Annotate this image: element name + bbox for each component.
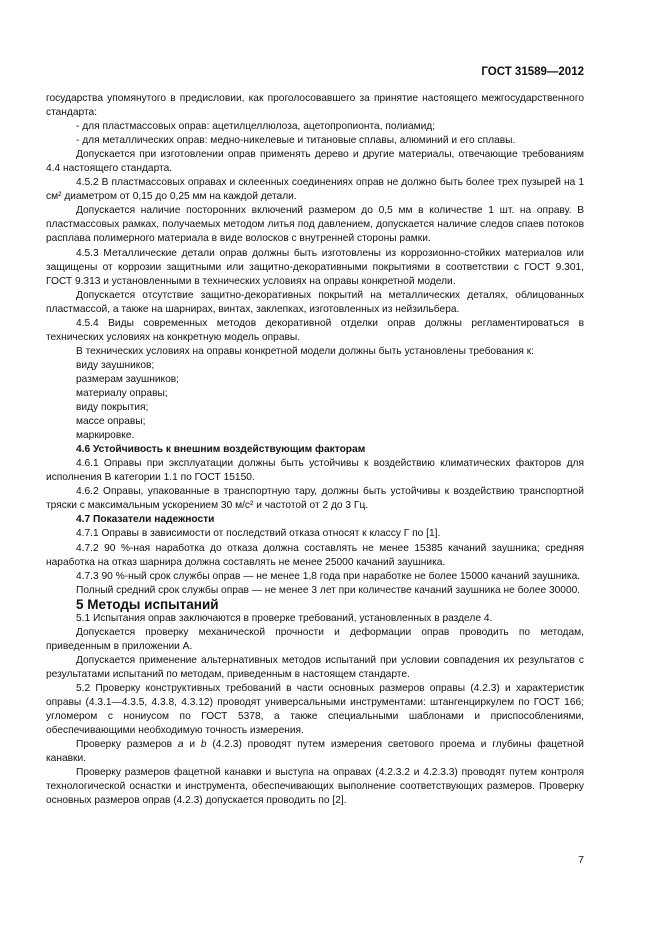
paragraph: Проверку размеров фацетной канавки и выступа на оправах (4.2.3.2 и 4.2.3.3) проводят путем контроля технологической оснастки и инструмента, обеспечивающих выполнение соответствующих размеров. Проверку основных размеров оправ (4.2.3) допускается проводить по [2]. — [46, 767, 584, 807]
section-heading: 5 Методы испытаний — [76, 596, 219, 612]
list-item: виду заушников; — [76, 359, 155, 371]
paragraph: Допускается отсутствие защитно-декоративных покрытий на металлических деталях, облицованных пластмассой, а также на шарнирах, винтах, заклепках, изготовленных из нейзильбера. — [46, 289, 584, 315]
paragraph: Допускается при изготовлении оправ применять дерево и другие материалы, отвечающие требованиям 4.4 настоящего стандарта. — [46, 149, 584, 175]
paragraph: 4.7.3 90 %-ный срок службы оправ — не менее 1,8 года при наработке не более 15000 качаний заушника. — [76, 570, 581, 582]
list-item: маркировке. — [76, 430, 135, 442]
paragraph: 4.6.2 Оправы, упакованные в транспортную тару, должны быть устойчивы к воздействию транспортной тряски с максимальным ускорением 30 м/с² и частотой от 2 до 3 Гц. — [46, 486, 584, 512]
paragraph: Допускается наличие посторонних включений размером до 0,5 мм в количестве 1 шт. на оправу. В пластмассовых рамках, получаемых методом литья под давлением, допускается наличие следов спаев потоков расплава полимерного материала в виде волосков с внутренней стороны рамки. — [46, 205, 584, 245]
paragraph: 4.7.2 90 %-ная наработка до отказа должна составлять не менее 15385 качаний заушника; средняя наработка на отказ шарнира должна составлять не менее 25000 качаний заушника. — [46, 542, 584, 568]
paragraph: 5.2 Проверку конструктивных требований в части основных размеров оправы (4.2.3) и характеристик оправы (4.3.1—4.3.5, 4.3.8, 4.3.12) проводят универсальными инструментами: штангенциркулем по ГОСТ 166; угломером с нониусом по ГОСТ 5378, а также специальными шаблонами и приспособлениями, обеспечивающими необходимую точность измерения. — [46, 682, 584, 737]
text-run: (4.2.3) проводят путем измерения светового проема и глубины фацетной канавки. — [46, 739, 584, 765]
paragraph: 4.7.1 Оправы в зависимости от последствий отказа относят к классу Г по [1]. — [76, 528, 441, 540]
paragraph: В технических условиях на оправы конкретной модели должны быть установлены требования к: — [76, 345, 535, 357]
paragraph: Допускается применение альтернативных методов испытаний при условии совпадения их результатов с результатами испытаний по методам, приведенным в настоящем стандарте. — [46, 654, 584, 680]
list-item: материалу оправы; — [76, 387, 168, 399]
paragraph: государства упомянутого в предисловии, как проголосовавшего за принятие настоящего межгосударственного стандарта: — [46, 93, 584, 119]
symbol-b: b — [200, 739, 207, 751]
text-run: Проверку размеров — [76, 739, 178, 751]
list-item: - для металлических оправ: медно-никелевые и титановые сплавы, алюминий и его сплавы. — [76, 135, 516, 147]
paragraph: 4.5.4 Виды современных методов декоративной отделки оправ должны регламентироваться в технических условиях на конкретную модель оправы. — [46, 317, 584, 343]
list-item: - для пластмассовых оправ: ацетилцеллюлоза, ацетопропионта, полиамид; — [76, 121, 436, 133]
list-item: массе оправы; — [76, 416, 146, 428]
page-body — [46, 92, 584, 808]
paragraph: Допускается проверку механической прочности и деформации оправ проводить по методам, приведенным в приложении А. — [46, 626, 584, 652]
paragraph: 4.5.2 В пластмассовых оправах и склеенных соединениях оправ не должно быть более трех пузырей на 1 см² диаметром от 0,15 до 0,25 мм на каждой детали. — [46, 177, 584, 203]
list-item: размерам заушников; — [76, 373, 180, 385]
paragraph: 5.1 Испытания оправ заключаются в проверке требований, установленных в разделе 4. — [76, 612, 493, 624]
document-number: ГОСТ 31589—2012 — [481, 66, 584, 78]
subsection-heading: 4.7 Показатели надежности — [76, 514, 215, 526]
paragraph: 4.6.1 Оправы при эксплуатации должны быть устойчивы к воздействию климатических факторов для исполнения В категории 1.1 по ГОСТ 15150. — [46, 458, 584, 484]
paragraph — [46, 738, 584, 766]
subsection-heading: 4.6 Устойчивость к внешним воздействующим факторам — [76, 444, 366, 456]
page-number: 7 — [578, 854, 584, 866]
list-item: виду покрытия; — [76, 402, 149, 414]
symbol-a: a — [177, 739, 184, 751]
paragraph: Полный средний срок службы оправ — не менее 3 лет при количестве качаний заушника не более 30000. — [76, 584, 581, 596]
text-run: и — [183, 739, 201, 751]
paragraph: 4.5.3 Металлические детали оправ должны быть изготовлены из коррозионно-стойких материалов или защищены от коррозии защитными или защитно-декоративными покрытиями в соответствии с ГОСТ 9.301, ГОСТ 9.313 и установленными в технических условиях на оправы конкретной модели. — [46, 247, 584, 287]
